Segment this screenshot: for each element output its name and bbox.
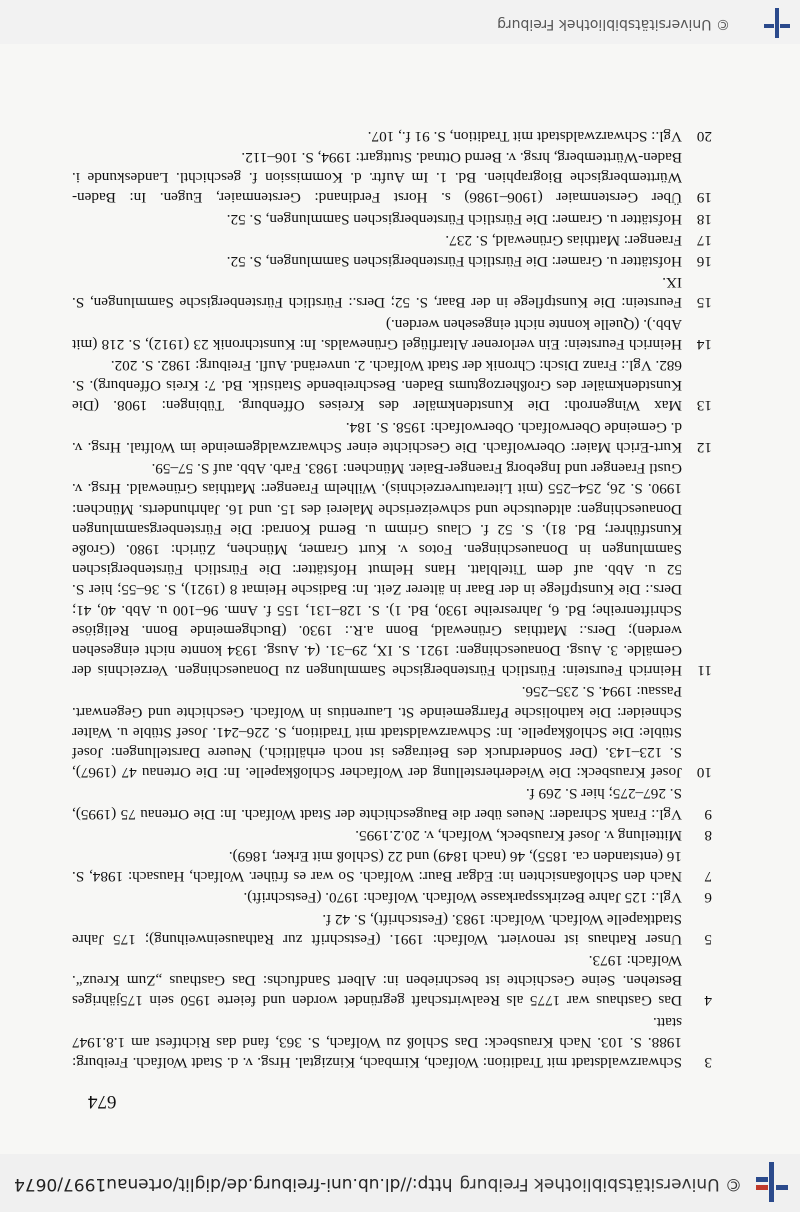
footnote-number: 19 [696,189,712,207]
footnote [72,272,712,312]
footnote-text: Nach den Schloßansichten in: Edgar Baur: Wolfach. So war es früher. Wolfach, Hausach: 1984, S. 16 (entstanden ca. 1855), 46 (nach 1849) und 22 (Schloß mit Erker, 1869). [72,847,682,886]
footnote-text: Mitteilung v. Josef Krausbeck, Wolfach, v. 20.2.1995. [355,826,682,844]
footnote [72,355,712,416]
footnote-text: Heinrich Feurstein: Fürstlich Fürstenbergische Sammlungen zu Donaueschingen. Verzeichnis der Gemälde. 3. Ausg. Donaueschingen: 1921. S. IX, 29–31. (4. Ausg. 1934 konnte nicht eingesehen werden); Ders.: Matthias Grünewald, Bonn a.R.: 1930. (Buchgemeinde Bonn. Religiöse Schriftenreihe; Bd. 6, Jahresreihe 1930, Bd. 1). S. 128–131, 155 f. Anm. 96–100 u. Abb. 40, 41; Ders.: Die Kunstpflege in der Baar in älterer Zeit. In: Badische Heimat 8 (1921), S. 36–55; hier S. 52 u. Abb. auf dem Titelblatt. Hans Helmut Hofstätter: Die Fürstlich Fürstenbergischen Sammlungen in Donaueschingen. Fotos v. Kurt Gramer, München, Zürich: 1980. (Große Kunstführer; Bd. 81). S. 52 f. Claus Grimm u. Bernd Konrad: Die Fürstenbergsammlungen Donaueschingen: altdeutsche und schweizerische Malerei des 15. und 16. Jahrhunderts. München: 1990. S. 26, 254–255 (mit Literaturverzeichnis). Wilhelm Fraenger: Matthias Grünewald. Hrsg. v. Gustl Fraenger und Ingeborg Fraenger-Baier. München: 1983. Farb. Abb. auf S. 57–59. [72,460,682,680]
footnote-text: Unser Rathaus ist renoviert. Wolfach: 1991. (Festschrift zur Rathauseinweihung); 175 Jahre Stadtkapelle Wolfach. Wolfach: 1983. (Festschrift), S. 42 f. [72,910,682,948]
footnote [72,846,712,886]
footnote-text: Kurt-Erich Maier: Oberwolfach. Die Geschichte einer Schwarzwaldgemeinde im Wolftal. Hrsg. v. d. Gemeinde Oberwolfach. Oberwolfach: 1958. S. 184. [72,418,682,456]
footnote-number: 17 [696,231,712,249]
footer-bar [0,0,800,44]
page-url[interactable]: http://dl.ub.uni-freiburg.de/diglit/ortenau1997/0674 [14,1174,453,1194]
footnote [72,783,712,823]
footnote-number: 5 [704,930,712,948]
page-number: 674 [88,1091,117,1112]
footnote-number: 6 [704,889,712,907]
footnote-number: 8 [704,826,712,844]
footnote-number: 9 [704,805,712,823]
footnote [72,825,712,845]
footnote [72,908,712,948]
footnote [72,147,712,208]
footnote-text: Vgl.: Frank Schrader: Neues über die Baugeschichte der Stadt Wolfach. In: Die Ortenau 75 (1995), S. 267–275; hier S. 269 f. [72,785,682,823]
footnote [72,458,712,680]
footnote-text: Über Gerstenmaier (1906–1986) s. Horst Ferdinand: Gerstenmaier, Eugen. In: Baden-Württembergische Biographien. Bd. 1. Im Auftr. d. Kommission f. geschichtl. Landeskunde i. Baden-Württemberg, hrsg. v. Bernd Ottnad. Stuttgart: 1994, S. 106–112. [72,149,682,207]
ub-freiburg-logo-icon [752,1162,792,1202]
footnote-text: Max Wingenroth: Die Kunstdenkmäler des Kreises Offenburg. Tübingen: 1908. (Die Kunstdenkmäler des Großherzogtums Baden. Beschreibende Statistik. Bd. 7: Kreis Offenburg). S. 682. Vgl.: Franz Disch: Chronik der Stadt Wolfach. 2. unveränd. Aufl. Freiburg: 1982. S. 202. [72,357,682,415]
ub-freiburg-logo-icon [762,8,792,38]
footnote-number: 20 [696,127,712,145]
footnote-number: 16 [696,253,712,271]
footnote-number: 7 [704,868,712,886]
library-credit-footer: © Universitätsbibliothek Freiburg [497,16,730,32]
footnote-text: Heinrich Feurstein: Ein verlorener Altarflügel Grünewalds. In: Kunstchronik 23 (1912), S. 218 (mit Abb.). (Quelle konnte nicht eingesehen werden.) [72,315,682,353]
footnote [72,417,712,457]
footnote-text: Hofstätter u. Gramer: Die Fürstlich Fürstenbergischen Sammlungen, S. 52. [226,253,682,271]
header-bar [0,1154,800,1212]
footnote [72,208,712,228]
footnote-text: Fraenger: Matthias Grünewald, S. 237. [445,231,682,249]
library-credit: © Universitätsbibliothek Freiburg [459,1174,742,1194]
footnote-text: Das Gasthaus war 1775 als Realwirtschaft gegründet worden und feierte 1950 sein 175jähriges Bestehen. Seine Geschichte ist beschrieben in: Albert Sandfuchs: Das Gasthaus „Zum Kreuz“. Wolfach: 1973. [72,951,682,1010]
footnote-number: 4 [704,992,712,1010]
footnote [72,1011,712,1072]
footnote-number: 3 [704,1054,712,1071]
footnote-text: Vgl.: 125 Jahre Bezirkssparkasse Wolfach. Wolfach: 1970. (Festschrift). [243,889,682,907]
footnote-text: Hofstätter u. Gramer: Die Fürstlich Fürstenbergischen Sammlungen, S. 52. [226,210,682,228]
footnote [72,126,712,146]
footnote-text: Josef Krausbeck: Die Wiederherstellung der Wolfacher Schloßkapelle. In: Die Ortenau 47 (1967), S. 123–143. (Der Sonderdruck des Beitrages ist noch erhältlich.) Neuere Darstellungen: Josef Stüble: Die Schloßkapelle. In: Schwarzwaldstadt mit Tradition, S. 226–241. Josef Stüble u. Walter Schneider: Die katholische Pfarrgemeinde St. Laurentius in Wolfach. Geschichte und Gegenwart. Passau: 1994. S. 235–256. [72,683,682,782]
footnote-number: 10 [696,764,712,782]
footnote-number: 15 [696,294,712,312]
footnote [72,313,712,353]
footnote-text: Vgl.: Schwarzwaldstadt mit Tradition, S. 91 f., 107. [367,127,682,145]
footnote-text: Schwarzwaldstadt mit Tradition: Wolfach, Kirnbach, Kinzigtal. Hrsg. v. d. Stadt Wolfach. Freiburg: 1988. S. 103. Nach Krausbeck: Das Schloß zu Wolfach, S. 363, fand das Richtfest am 1.8.1947 statt. [72,1013,682,1071]
footnote-number: 11 [697,662,712,680]
footnote-number: 12 [696,438,712,456]
footnote-text: Feurstein: Die Kunstpflege in der Baar, S. 52; Ders.: Fürstlich Fürstenbergische Sammlungen, S. IX. [72,274,682,312]
footnote-number: 18 [696,210,712,228]
footnote [72,230,712,250]
footnote [72,681,712,782]
footnote [72,887,712,907]
footnote-number: 13 [696,397,712,415]
footnote [72,251,712,271]
footnote-number: 14 [696,335,712,353]
footnote [72,950,712,1011]
footnotes [72,123,712,1072]
